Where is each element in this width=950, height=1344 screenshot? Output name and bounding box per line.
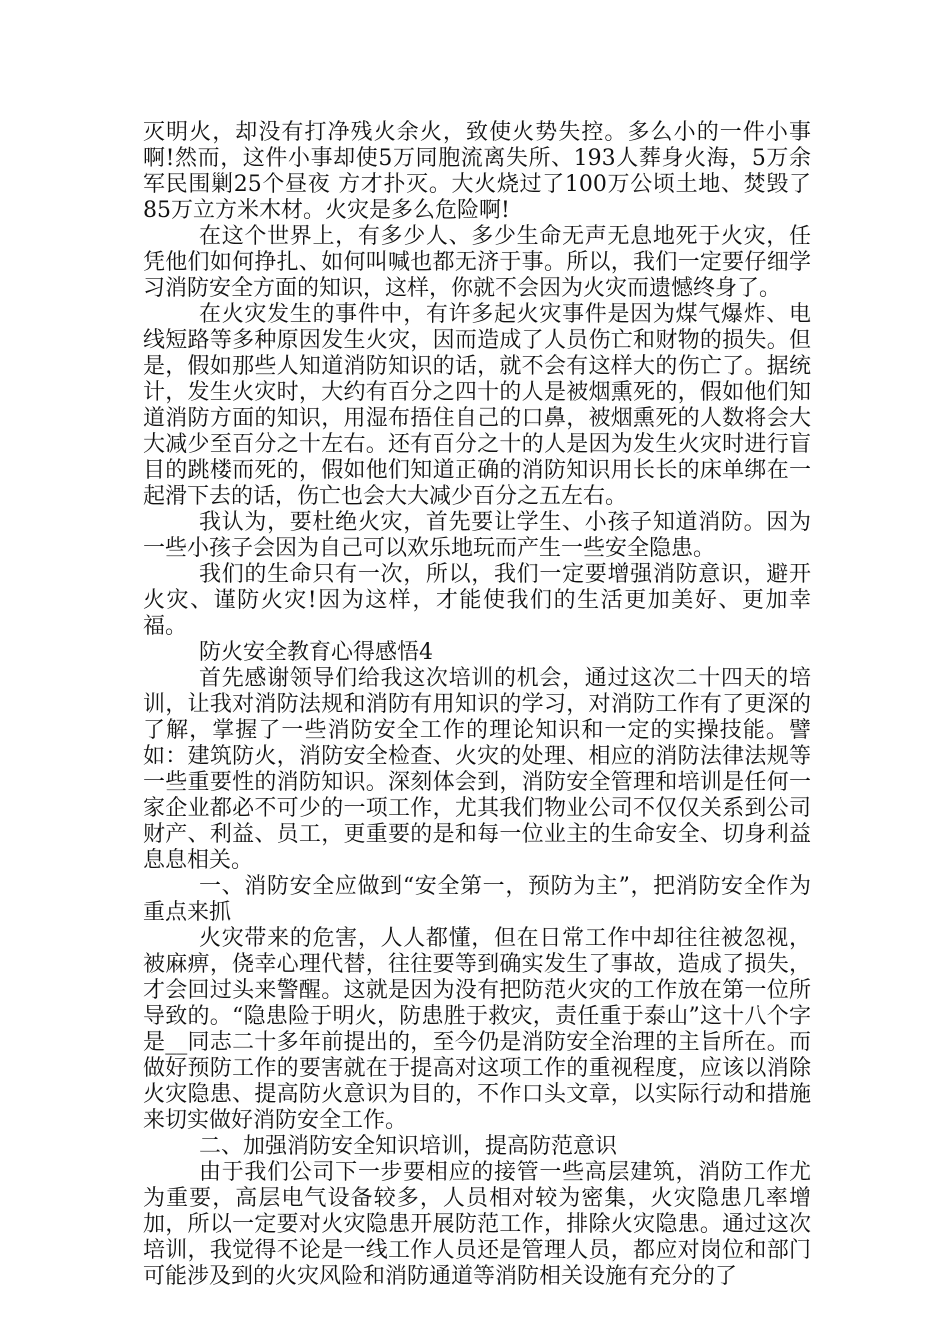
paragraph-4: 我认为，要杜绝火灾，首先要让学生、小孩子知道消防。因为一些小孩子会因为自己可以欢乐地玩而产生一些安全隐患。 — [143, 510, 811, 561]
document-body — [143, 120, 811, 1290]
subheading-1: 一、消防安全应做到“安全第一，预防为主”，把消防安全作为重点来抓 — [143, 874, 811, 925]
paragraph-7: 首先感谢领导们给我这次培训的机会，通过这次二十四天的培训，让我对消防法规和消防有用知识的学习，对消防工作有了更深的了解，掌握了一些消防安全工作的理论知识和一定的实操技能。譬如：建筑防火，消防安全检查、火灾的处理、相应的消防法律法规等一些重要性的消防知识。深刻体会到，消防安全管理和培训是任何一家企业都必不可少的一项工作，尤其我们物业公司不仅仅关系到公司财产、利益、员工，更重要的是和每一位业主的生命安全、切身利益息息相关。 — [143, 666, 811, 873]
paragraph-5: 我们的生命只有一次，所以，我们一定要增强消防意识，避开火灾、谨防火灾!因为这样，才能使我们的生活更加美好、更加幸福。 — [143, 562, 811, 639]
paragraph-3: 在火灾发生的事件中，有许多起火灾事件是因为煤气爆炸、电线短路等多种原因发生火灾，因而造成了人员伤亡和财物的损失。但是，假如那些人知道消防知识的话，就不会有这样大的伤亡了。据统计，发生火灾时，大约有百分之四十的人是被烟熏死的，假如他们知道消防方面的知识，用湿布捂住自己的口鼻，被烟熏死的人数将会大大减少至百分之十左右。还有百分之十的人是因为发生火灾时进行盲目的跳楼而死的，假如他们知道正确的消防知识用长长的床单绑在一起滑下去的话，伤亡也会大大减少百分之五左右。 — [143, 302, 811, 509]
subheading-2: 二、加强消防安全知识培训，提高防范意识 — [199, 1134, 618, 1159]
paragraph-1: 灭明火，却没有打净残火余火，致使火势失控。多么小的一件小事啊!然而，这件小事却使5万同胞流离失所、193人葬身火海，5万余军民围剿25个昼夜 方才扑灭。大火烧过了100万公顷土地、焚毁了85万立方米木材。火灾是多么危险啊! — [143, 120, 811, 223]
paragraph-9: 火灾带来的危害，人人都懂，但在日常工作中却往往被忽视，被麻痹，侥幸心理代替，往往要等到确实发生了事故，造成了损失，才会回过头来警醒。这就是因为没有把防范火灾的工作放在第一位所导致的。“隐患险于明火，防患胜于救灾，责任重于泰山”这十八个字是__同志二十多年前提出的，至今仍是消防安全治理的主旨所在。而做好预防工作的要害就在于提高对这项工作的重视程度，应该以消除火灾隐患、提高防火意识为目的，不作口头文章，以实际行动和措施来切实做好消防安全工作。 — [143, 926, 811, 1133]
section-heading-4: 防火安全教育心得感悟4 — [199, 640, 433, 665]
paragraph-2: 在这个世界上，有多少人、多少生命无声无息地死于火灾，任凭他们如何挣扎、如何叫喊也都无济于事。所以，我们一定要仔细学习消防安全方面的知识，这样，你就不会因为火灾而遗憾终身了。 — [143, 224, 811, 301]
paragraph-11: 由于我们公司下一步要相应的接管一些高层建筑，消防工作尤为重要，高层电气设备较多，人员相对较为密集，火灾隐患几率增加，所以一定要对火灾隐患开展防范工作，排除火灾隐患。通过这次培训，我觉得不论是一线工作人员还是管理人员，都应对岗位和部门可能涉及到的火灾风险和消防通道等消防相关设施有充分的了 — [143, 1160, 811, 1289]
